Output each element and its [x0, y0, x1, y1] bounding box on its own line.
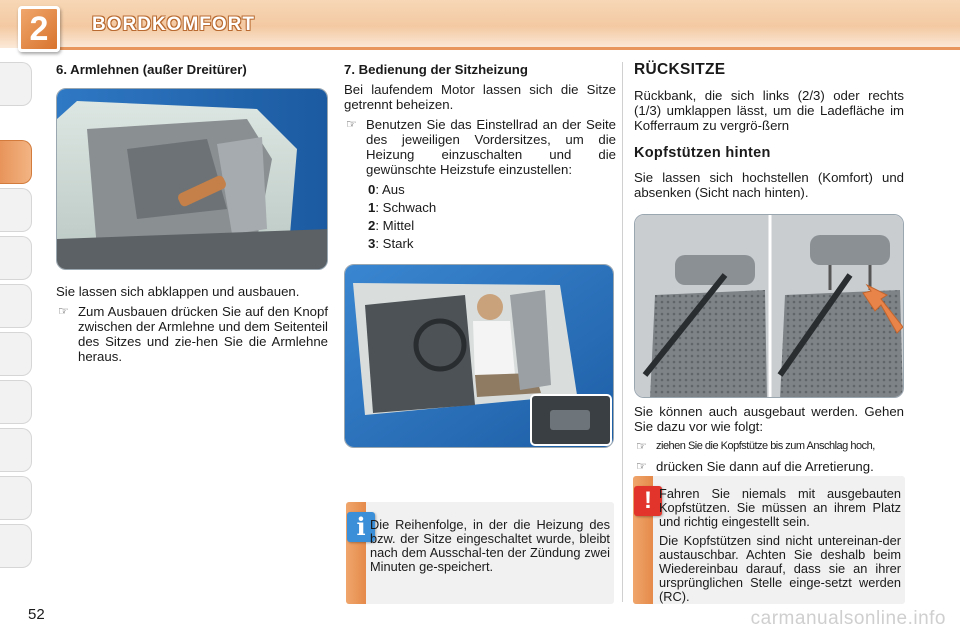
armrest-bullet-text: Zum Ausbauen drücken Sie auf den Knopf zwischen der Armlehne und dem Seitenteil des Sitzes und zie-hen Sie die Armlehne heraus. — [78, 304, 328, 364]
headrests-intro: Sie lassen sich hochstellen (Komfort) und absenken (Sicht nach hinten). — [634, 170, 904, 200]
warning-icon: ! — [634, 486, 662, 516]
column-seat-heating — [344, 62, 616, 254]
header-rule — [60, 47, 960, 50]
seat-heating-bullet — [344, 117, 616, 177]
armrest-heading: 6. Armlehnen (außer Dreitürer) — [56, 62, 247, 77]
column-rear-seats — [634, 62, 904, 205]
heat-level-1: 1: Schwach — [368, 200, 437, 215]
page-number: 52 — [28, 606, 45, 623]
chapter-tab[interactable] — [0, 476, 32, 520]
chapter-tab-active[interactable] — [0, 140, 32, 184]
chapter-tab[interactable] — [0, 428, 32, 472]
headrest-removal-intro: Sie können auch ausgebaut werden. Gehen Sie dazu vor wie folgt: — [634, 404, 904, 434]
headrest-removal — [634, 404, 904, 479]
seat-heating-intro: Bei laufendem Motor lassen sich die Sitze getrennt beheizen. — [344, 82, 616, 112]
rear-seats-heading: RÜCKSITZE — [634, 61, 726, 78]
chapter-tab[interactable] — [0, 284, 32, 328]
chapter-tab[interactable] — [0, 380, 32, 424]
chapter-badge: 2 — [18, 6, 60, 52]
chapter-tab[interactable] — [0, 236, 32, 280]
column-armrests — [56, 62, 328, 82]
chapter-tab-strip — [0, 62, 34, 578]
chapter-tab[interactable] — [0, 188, 32, 232]
pointing-hand-icon: ☞ — [636, 459, 647, 473]
armrest-bullet — [56, 304, 328, 364]
pointing-hand-icon: ☞ — [636, 439, 647, 453]
heat-level-0: 0: Aus — [368, 182, 405, 197]
warning-note-text — [659, 487, 901, 609]
headrest-bullet-2-text: drücken Sie dann auf die Arretierung. — [656, 459, 874, 474]
armrest-photo — [56, 88, 328, 270]
info-icon: i — [347, 512, 375, 542]
chapter-title: BORDKOMFORT — [92, 14, 255, 35]
column-divider — [622, 62, 623, 602]
headrests-heading: Kopfstützen hinten — [634, 145, 771, 161]
headrest-bullet-1-text: ziehen Sie die Kopfstütze bis zum Anschlag hoch, — [656, 440, 875, 452]
headrest-bullet-1 — [634, 439, 904, 454]
armrest-text — [56, 284, 328, 369]
chapter-tab[interactable] — [0, 332, 32, 376]
warning-paragraph-2: Die Kopfstützen sind nicht untereinan-der austauschbar. Achten Sie deshalb beim Wiedereinbau darauf, dass sie an ihrer ursprünglichen Stelle einge-setzt werden (RC). — [659, 533, 901, 604]
chapter-tab[interactable] — [0, 524, 32, 568]
pointing-hand-icon: ☞ — [58, 304, 69, 318]
warning-paragraph-1: Fahren Sie niemals mit ausgebauten Kopfstützen. Sie müssen an ihrem Platz und richtig eingestellt sein. — [659, 486, 901, 529]
warning-note — [633, 476, 905, 604]
seat-heating-photo — [344, 264, 614, 448]
rear-seats-intro: Rückbank, die sich links (2/3) oder rechts (1/3) umklappen lässt, um die Ladefläche im Kofferraum zu vergrö-ßern — [634, 88, 904, 133]
chapter-tab[interactable] — [0, 62, 32, 106]
headrest-photo — [634, 214, 904, 398]
pointing-hand-icon: ☞ — [346, 117, 357, 131]
seat-heating-bullet-text: Benutzen Sie das Einstellrad an der Seite des jeweiligen Vordersitzes, um die Heizung einzuschalten und die gewünschte Heizstufe einzustellen: — [366, 117, 616, 177]
seat-heating-heading: 7. Bedienung der Sitzheizung — [344, 62, 528, 77]
armrest-intro: Sie lassen sich abklappen und ausbauen. — [56, 284, 300, 299]
info-note-text: Die Reihenfolge, in der die Heizung des bzw. der Sitze eingeschaltet wurde, bleibt nach dem Ausschal-ten der Zündung zwei Minuten ge-speichert. — [370, 517, 610, 574]
watermark: carmanualsonline.info — [750, 608, 946, 629]
heat-level-3: 3: Stark — [368, 236, 414, 251]
info-note — [346, 502, 614, 604]
headrest-bullet-2 — [634, 459, 904, 474]
heat-level-2: 2: Mittel — [368, 218, 415, 233]
